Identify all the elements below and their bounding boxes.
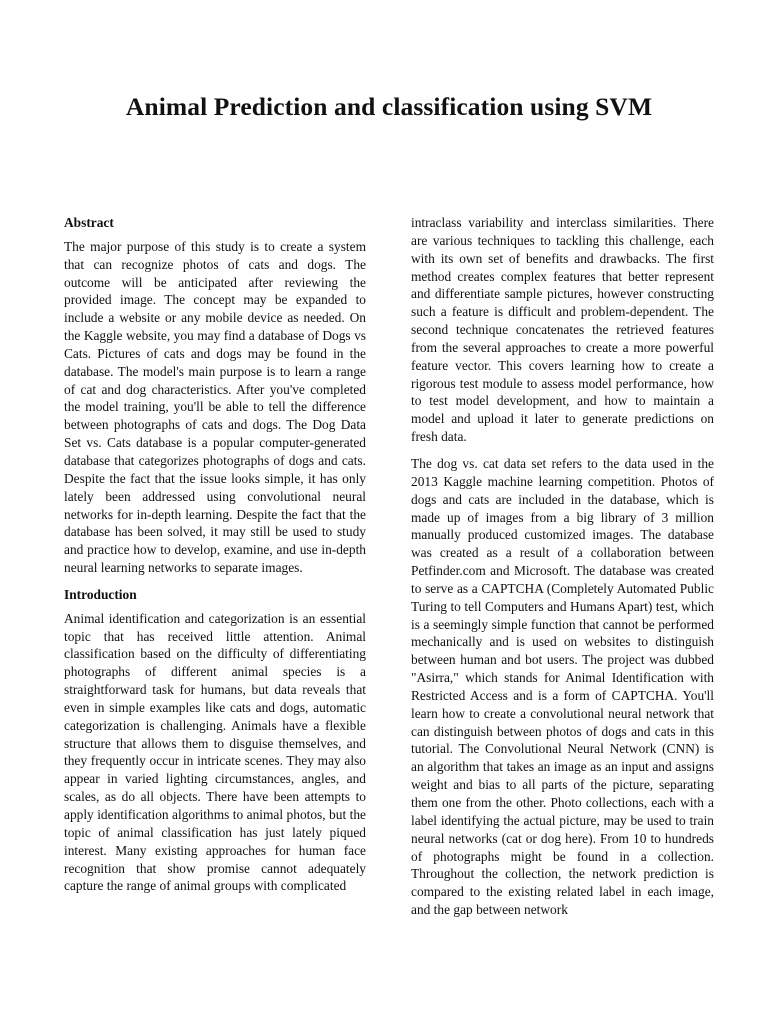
introduction-heading: Introduction [64,586,137,602]
abstract-text: The major purpose of this study is to create a system that can recognize photos of cats and dogs. The outcome will be anticipated after reviewing the provided image. The concept may be expanded to include a website or any mobile device as needed. On the Kaggle website, you may find a database of Dogs vs Cats. Pictures of cats and dogs may be found in the database. The model's main purpose is to learn a range of cat and dog characteristics. After you've completed the model training, you'll be able to tell the difference between photographs of cats and dogs. The Dog Data Set vs. Cats database is a popular computer-generated database that categorizes photographs of dogs and cats. Despite the fact that the issue looks simple, it has only lately been addressed using convolutional neural networks for in-depth learning. Despite the fact that the database has been solved, it may still be used to study and practice how to develop, examine, and use in-depth neural learning networks to separate images. [64,238,366,576]
introduction-text: Animal identification and categorization is an essential topic that has received little attention. Animal classification based on the difficulty of differentiating photographs of different animal species is a straightforward task for humans, but data reveals that even in simple examples like cats and dogs, automatic categorization is challenging. Animals have a flexible structure that allows them to disguise themselves, and they frequently occur in intricate scenes. They may also appear in varied lighting circumstances, angles, and scales, as do all objects. There have been attempts to apply identification algorithms to animal photos, but the topic of animal classification has just lately piqued interest. Many existing approaches for human face recognition that show promise cannot adequately capture the range of animal groups with complicated [64,610,366,894]
left-column [64,214,366,904]
body-paragraph-1: intraclass variability and interclass similarities. There are various techniques to tackling this challenge, each with its own set of benefits and drawbacks. The first method creates complex features that better represent and differentiate sample pictures, however constructing such a feature is difficult and problem-dependent. The second technique concatenates the retrieved features from the several approaches to create a more powerful feature vector. This covers learning how to create a rigorous test module to assess model performance, how to test model development, and how to maintain a model and upload it later to generate predictions on fresh data. [411,215,714,445]
paper-title: Animal Prediction and classification using SVM [125,92,653,121]
body-paragraph-2: The dog vs. cat data set refers to the data used in the 2013 Kaggle machine learning competition. Photos of dogs and cats are included in the database, which is made up of images from a big library of 3 million manually produced customized images. The database was created as a result of a collaboration between Petfinder.com and Microsoft. The database was created to serve as a CAPTCHA (Completely Automated Public Turing to tell Computers and Humans Apart) test, which is a seemingly simple function that cannot be performed mechanically and is used on websites to distinguish between human and bot users. The project was dubbed "Asirra," which stands for Animal Identification with Restricted Access and is a form of CAPTCHA. You'll learn how to create a convolutional neural network that can distinguish between photos of dogs and cats in this tutorial. The Convolutional Neural Network (CNN) is an algorithm that takes an image as an input and assigns weight and bias to all parts of the picture, separating them one from the other. Photo collections, each with a label identifying the actual picture, may be used to train neural networks (cat or dog here). From 10 to hundreds of photographs might be found in a collection. Throughout the collection, the network prediction is compared to the existing related label in each image, and the gap between network [411,455,714,918]
abstract-heading: Abstract [64,215,114,230]
right-column [411,214,714,928]
